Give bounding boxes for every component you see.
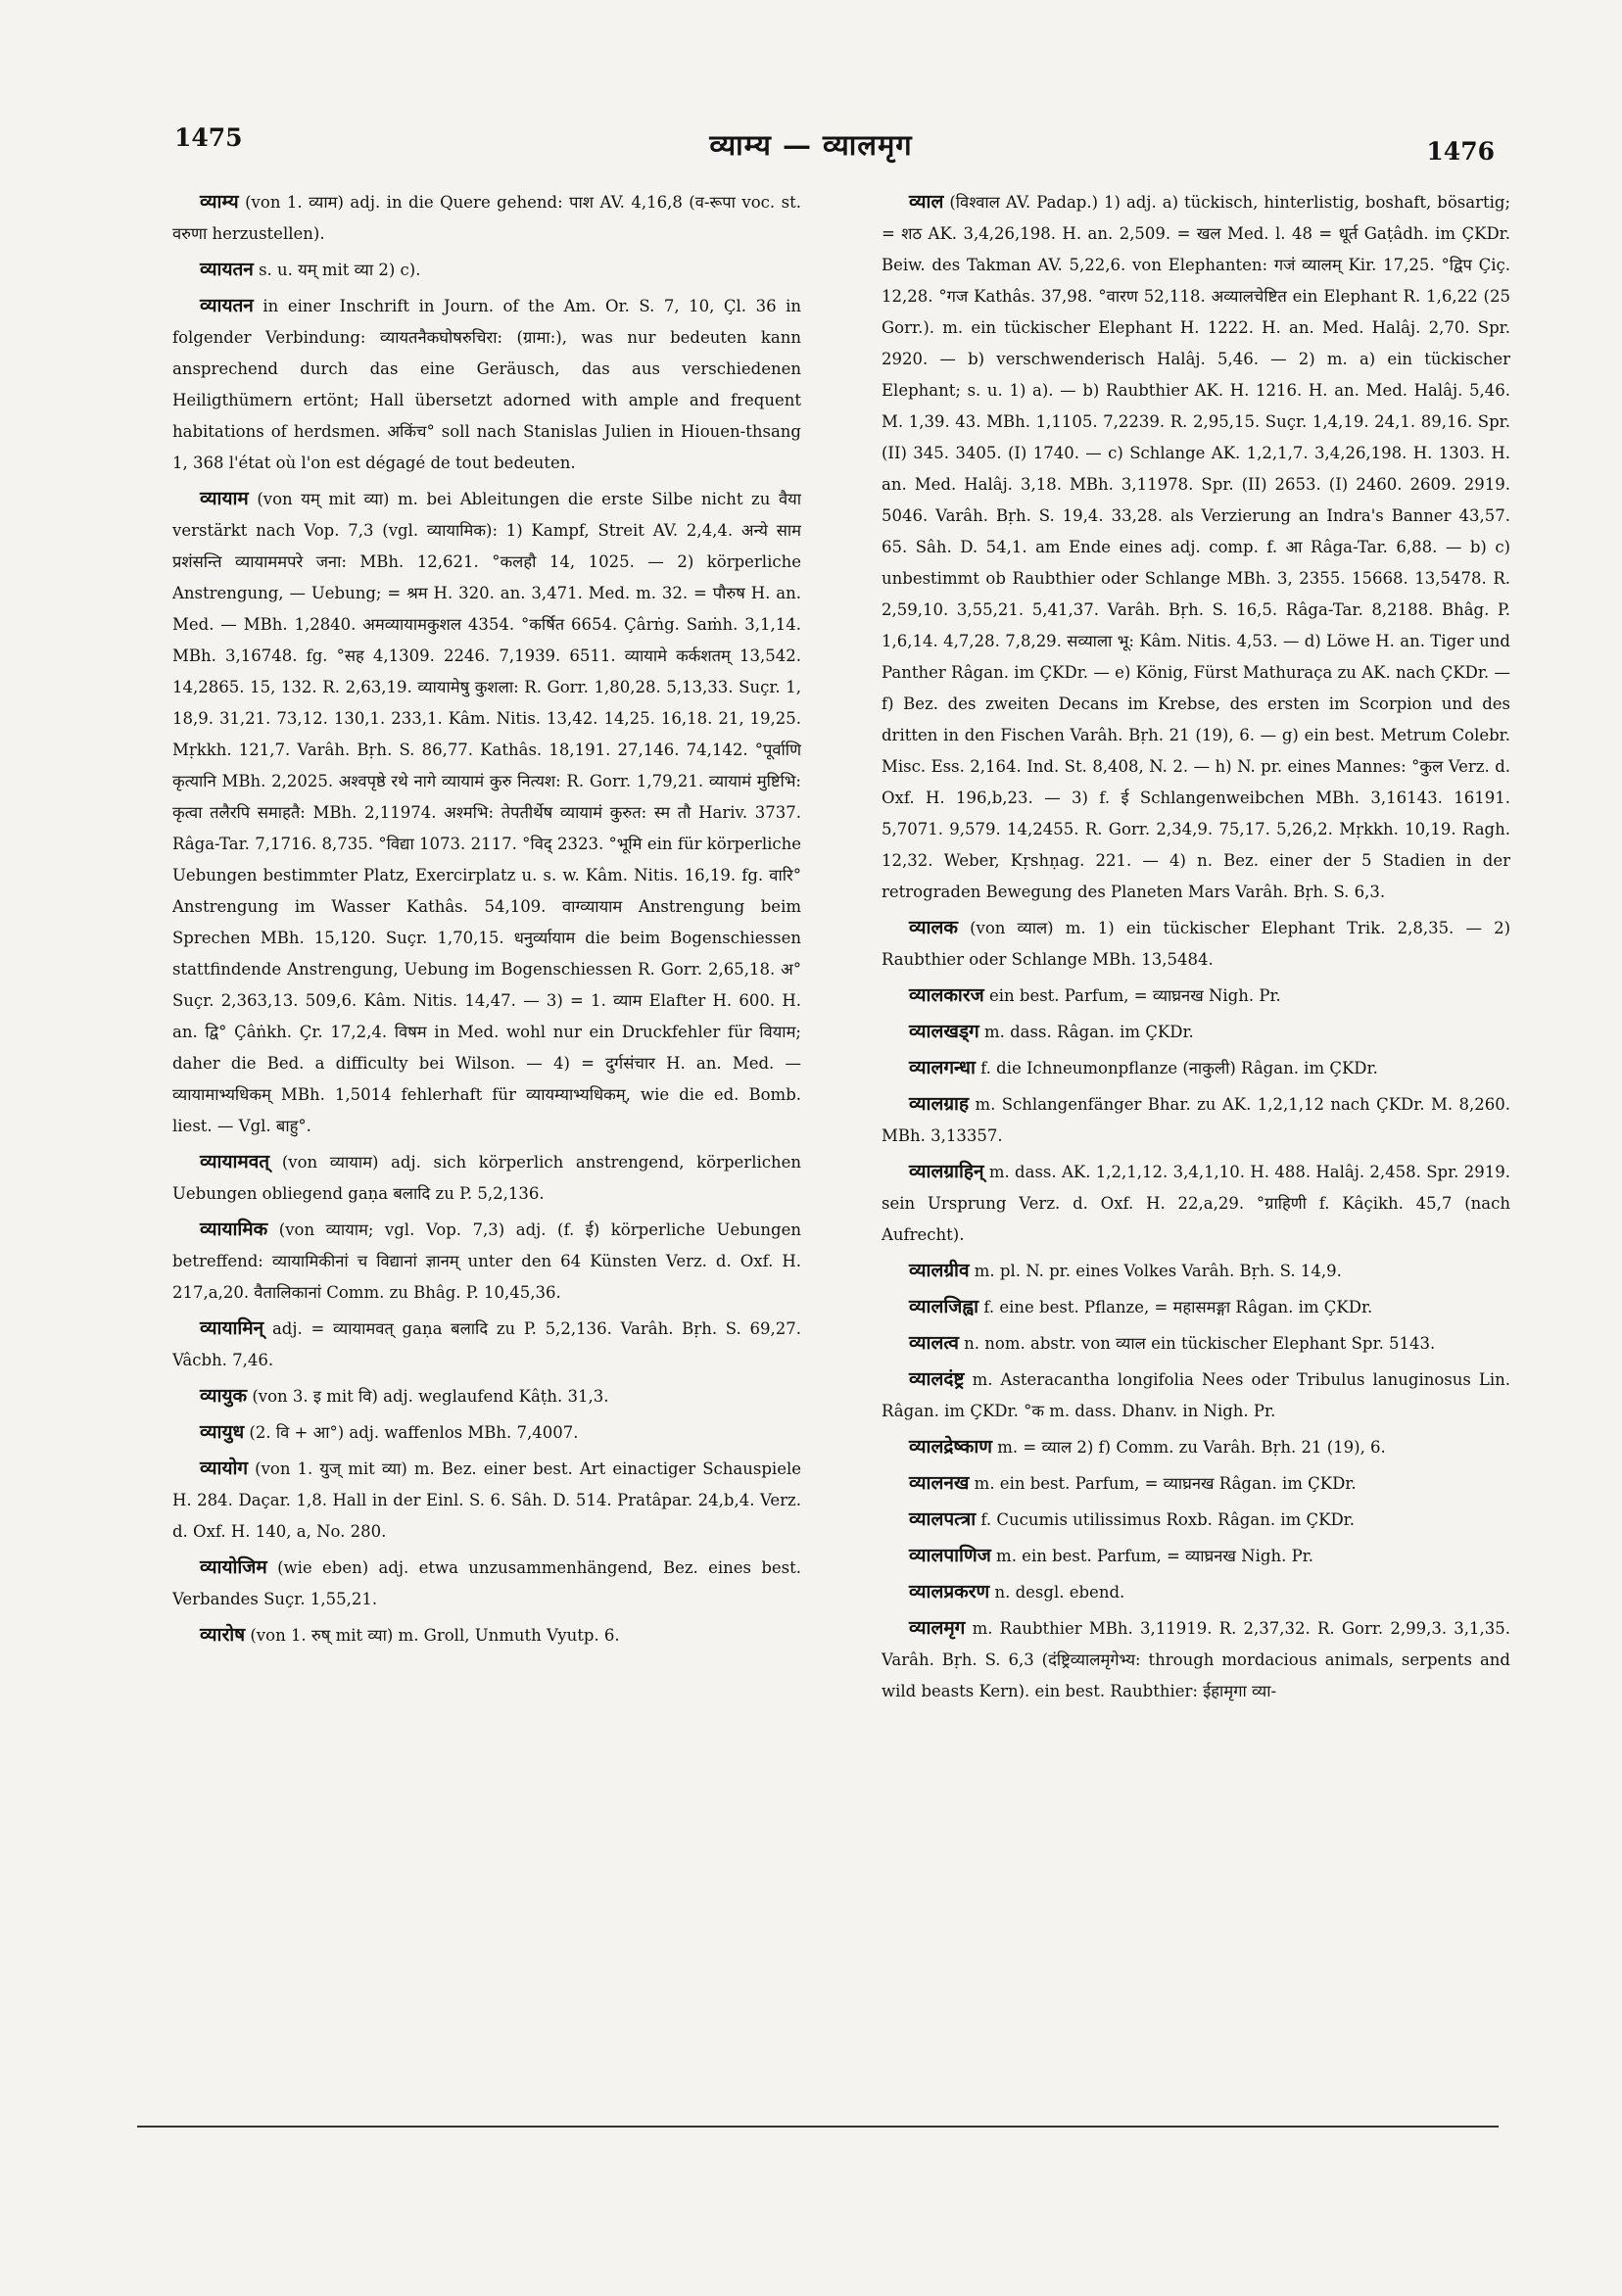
headword: व्याम्य bbox=[200, 191, 239, 213]
headword: व्यायतन bbox=[200, 295, 254, 316]
headword: व्यायुध bbox=[200, 1421, 245, 1443]
entry-text: m. dass. Râgan. im ÇKDr. bbox=[983, 1023, 1194, 1041]
dictionary-entry bbox=[882, 1291, 1510, 1323]
dictionary-entry bbox=[882, 912, 1510, 976]
dictionary-entry bbox=[882, 1467, 1510, 1500]
entry-text: (2. वि + आ°) adj. waffenlos MBh. 7,4007. bbox=[249, 1423, 579, 1442]
headword: व्यालपत्त्रा bbox=[909, 1508, 977, 1530]
left-column bbox=[172, 186, 801, 2047]
headword: व्यायतन bbox=[200, 259, 254, 280]
dictionary-entry bbox=[882, 1156, 1510, 1251]
dictionary-entry bbox=[882, 1504, 1510, 1536]
entry-text: (wie eben) adj. etwa unzusammenhängend, Bez. eines best. Verbandes Suçr. 1,55,21. bbox=[172, 1558, 801, 1608]
dictionary-entry bbox=[172, 1453, 801, 1548]
right-column bbox=[882, 186, 1510, 2047]
entry-text: ein best. Parfum, = व्याघ्रनख Nigh. Pr. bbox=[988, 986, 1281, 1005]
entry-text: m. ein best. Parfum, = व्याघ्रनख Râgan. im ÇKDr. bbox=[974, 1474, 1357, 1493]
dictionary-entry bbox=[882, 1327, 1510, 1360]
headword: व्यायुक bbox=[200, 1385, 248, 1407]
entry-text: (von 1. रुष् mit व्या) m. Groll, Unmuth Vyutp. 6. bbox=[250, 1626, 620, 1645]
headword: व्यालपाणिज bbox=[909, 1545, 991, 1566]
headword: व्यालत्व bbox=[909, 1332, 959, 1354]
running-head: व्याम्य — व्यालमृग bbox=[709, 128, 913, 162]
dictionary-entry bbox=[172, 254, 801, 286]
entry-text: in einer Inschrift in Journ. of the Am. Or. S. 7, 10, Çl. 36 in folgender Verbindung: व्यायतनैकघोषरुचिरा: (ग्रामा:), was nur bedeuten kann ansprechend durch das eine Geräusch, das aus verschiedenen Heiligthümern ertönt; Hall übersetzt adorned with ample and frequent habitations of herdsmen. अकिंच° soll nach Stanislas Julien in Hiouen-thsang 1, 368 l'état où l'on est dégagé de tout bedeuten. bbox=[172, 297, 801, 472]
dictionary-entry bbox=[172, 1619, 801, 1651]
headword: व्यालकारज bbox=[909, 984, 984, 1006]
headword: व्यालद्रेष्काण bbox=[909, 1436, 992, 1458]
dictionary-entry bbox=[882, 1088, 1510, 1152]
entry-text: m. ein best. Parfum, = व्याघ्रनख Nigh. Pr. bbox=[996, 1547, 1313, 1565]
entry-text: m. pl. N. pr. eines Volkes Varâh. Bṛh. S. 14,9. bbox=[974, 1262, 1342, 1280]
entry-text: (von व्यायाम) adj. sich körperlich anstrengend, körperlichen Uebungen obliegend gaṇa बलादि zu P. 5,2,136. bbox=[172, 1153, 801, 1203]
entry-text: adj. = व्यायामवत् gaṇa बलादि zu P. 5,2,136. Varâh. Bṛh. S. 69,27. Vâcbh. 7,46. bbox=[172, 1319, 801, 1369]
entry-text: m. Schlangenfänger Bhar. zu AK. 1,2,1,12 nach ÇKDr. M. 8,260. MBh. 3,13357. bbox=[882, 1095, 1510, 1145]
entry-text: f. eine best. Pflanze, = महासमङ्गा Râgan. im ÇKDr. bbox=[983, 1298, 1373, 1316]
headword: व्यायोजिम bbox=[200, 1556, 267, 1578]
headword: व्यालप्रकरण bbox=[909, 1581, 990, 1602]
page-header bbox=[0, 0, 1622, 186]
headword: व्यालग्राहिन् bbox=[909, 1161, 984, 1182]
entry-text: m. dass. AK. 1,2,1,12. 3,4,1,10. H. 488. Halâj. 2,458. Spr. 2919. sein Ursprung Verz. d. Oxf. H. 22,a,29. °ग्राहिणी f. Kâçikh. 45,7 (nach Aufrecht). bbox=[882, 1163, 1510, 1244]
entry-text: (von व्याल) m. 1) ein tückischer Elephant Trik. 2,8,35. — 2) Raubthier oder Schlange MBh. 13,5484. bbox=[882, 919, 1510, 969]
dictionary-entry bbox=[882, 1016, 1510, 1048]
entry-text: (von व्यायाम; vgl. Vop. 7,3) adj. (f. ई) körperliche Uebungen betreffend: व्यायामिकीनां च विद्यानां ज्ञानम् unter den 64 Künsten Verz. d. Oxf. H. 217,a,20. वैतालिकानां Comm. zu Bhâg. P. 10,45,36. bbox=[172, 1220, 801, 1302]
entry-text: n. nom. abstr. von व्याल ein tückischer Elephant Spr. 5143. bbox=[964, 1334, 1436, 1353]
entry-text: (von 1. युज् mit व्या) m. Bez. einer best. Art einactiger Schauspiele H. 284. Daçar. 1,8. Hall in der Einl. S. 6. Sâh. D. 514. Pratâpar. 24,b,4. Verz. d. Oxf. H. 140, a, No. 280. bbox=[172, 1459, 801, 1541]
dictionary-entry bbox=[882, 1255, 1510, 1287]
dictionary-entry bbox=[172, 186, 801, 250]
headword: व्यायाम bbox=[200, 488, 249, 509]
dictionary-entry bbox=[172, 1313, 801, 1376]
headword: व्यायामिन् bbox=[200, 1317, 264, 1339]
headword: व्यायोग bbox=[200, 1458, 249, 1479]
entry-text: m. Asteracantha longifolia Nees oder Tribulus lanuginosus Lin. Râgan. im ÇKDr. °क m. dass. Dhanv. in Nigh. Pr. bbox=[882, 1370, 1510, 1420]
dictionary-entry bbox=[172, 483, 801, 1142]
page-number-left: 1475 bbox=[174, 123, 243, 152]
dictionary-entry bbox=[172, 1214, 801, 1309]
headword: व्यालजिह्वा bbox=[909, 1296, 979, 1317]
headword: व्यालग्रीव bbox=[909, 1260, 970, 1281]
dictionary-entry bbox=[882, 1052, 1510, 1084]
dictionary-entry bbox=[882, 1576, 1510, 1608]
dictionary-entry bbox=[882, 1540, 1510, 1572]
headword: व्यालग्राह bbox=[909, 1093, 970, 1115]
dictionary-entry bbox=[882, 1431, 1510, 1463]
entry-text: n. desgl. ebend. bbox=[994, 1583, 1125, 1602]
entry-text: m. = व्याल 2) f) Comm. zu Varâh. Bṛh. 21 (19), 6. bbox=[997, 1438, 1386, 1457]
headword: व्यायामिक bbox=[200, 1219, 268, 1240]
headword: व्यालखड्ग bbox=[909, 1021, 979, 1042]
entry-text: m. Raubthier MBh. 3,11919. R. 2,37,32. R. Gorr. 2,99,3. 3,1,35. Varâh. Bṛh. S. 6,3 (दंष्ट्रिव्यालमृगेभ्य: through mordacious animals, serpents and wild beasts Kern). ein best. Raubthier: ईहामृगा व्या- bbox=[882, 1619, 1510, 1700]
page-number-right: 1476 bbox=[1426, 137, 1495, 166]
entry-text: (विश्वाल AV. Padap.) 1) adj. a) tückisch, hinterlistig, boshaft, bösartig; = शठ AK. 3,4,26,198. H. an. 2,509. = खल Med. l. 48 = धूर्त Gaṭâdh. im ÇKDr. Beiw. des Takman AV. 5,22,6. von Elephanten: गजं व्यालम् Kir. 17,25. °द्विप Çiç. 12,28. °गज Kathâs. 37,98. °वारण 52,118. अव्यालचेष्टित ein Elephant R. 1,6,22 (25 Gorr.). m. ein tückischer Elephant H. 1222. H. an. Med. Halâj. 2,70. Spr. 2920. — b) verschwenderisch Halâj. 5,46. — 2) m. a) ein tückischer Elephant; s. u. 1) a). — b) Raubthier AK. H. 1216. H. an. Med. Halâj. 5,46. M. 1,39. 43. MBh. 1,1105. 7,2239. R. 2,95,15. Suçr. 1,4,19. 24,1. 89,16. Spr. (II) 345. 3405. (I) 1740. — c) Schlange AK. 1,2,1,7. 3,4,26,198. H. 1303. H. an. Med. Halâj. 3,18. MBh. 3,11978. Spr. (II) 2653. (I) 2460. 2609. 2919. 5046. Varâh. Bṛh. S. 19,4. 33,28. als Verzierung an Indra's Banner 43,57. 65. Sâh. D. 54,1. am Ende eines adj. comp. f. आ Râga-Tar. 6,88. — b) c) unbestimmt ob Raubthier oder Schlange MBh. 3, 2355. 15668. 13,5478. R. 2,59,10. 3,55,21. 5,41,37. Varâh. Bṛh. S. 16,5. Râga-Tar. 8,2188. Bhâg. P. 1,6,14. 4,7,28. 7,8,29. सव्याला भू: Kâm. Nitis. 4,53. — d) Löwe H. an. Tiger und Panther Râgan. im ÇKDr. — e) König, Fürst Mathuraça zu AK. nach ÇKDr. — f) Bez. des zweiten Decans im Krebse, des ersten im Scorpion und des dritten in den Fischen Varâh. Bṛh. 21 (19), 6. — g) ein best. Metrum Colebr. Misc. Ess. 2,164. Ind. St. 8,408, N. 2. — h) N. pr. eines Mannes: °कुल Verz. d. Oxf. H. 196,b,23. — 3) f. ई Schlangenweibchen MBh. 3,16143. 16191. 5,7071. 9,579. 14,2455. R. Gorr. 2,34,9. 75,17. 5,26,2. Mṛkkh. 10,19. Ragh. 12,32. Weber, Kṛshṇag. 221. — 4) n. Bez. einer der 5 Stadien in der retrograden Bewegung des Planeten Mars Varâh. Bṛh. S. 6,3. bbox=[882, 193, 1510, 901]
entry-text: (von 1. व्याम) adj. in die Quere gehend: पाश AV. 4,16,8 (व-रूपा voc. st. वरुणा herzustellen). bbox=[172, 193, 801, 243]
dictionary-entry bbox=[882, 1612, 1510, 1707]
dictionary-entry bbox=[882, 980, 1510, 1012]
headword: व्यालगन्धा bbox=[909, 1057, 976, 1078]
headword: व्यालक bbox=[909, 917, 958, 938]
dictionary-entry bbox=[172, 1552, 801, 1615]
headword: व्यारोष bbox=[200, 1624, 246, 1646]
dictionary-entry bbox=[882, 186, 1510, 908]
dictionary-entry bbox=[882, 1363, 1510, 1427]
bottom-rule bbox=[137, 2126, 1499, 2128]
entry-text: s. u. यम् mit व्या 2) c). bbox=[259, 261, 421, 279]
entry-text: f. Cucumis utilissimus Roxb. Râgan. im ÇKDr. bbox=[980, 1510, 1355, 1529]
dictionary-entry bbox=[172, 1380, 801, 1412]
headword: व्याल bbox=[909, 191, 944, 213]
dictionary-entry bbox=[172, 1146, 801, 1210]
headword: व्यालनख bbox=[909, 1472, 970, 1494]
headword: व्यायामवत् bbox=[200, 1151, 270, 1172]
entry-text: (von 3. इ mit वि) adj. weglaufend Kâṭh. 31,3. bbox=[252, 1387, 609, 1406]
dictionary-entry bbox=[172, 1416, 801, 1449]
headword: व्यालदंष्ट्र bbox=[909, 1368, 965, 1390]
headword: व्यालमृग bbox=[909, 1617, 966, 1639]
entry-text: f. die Ichneumonpflanze (नाकुली) Râgan. im ÇKDr. bbox=[980, 1059, 1378, 1077]
entry-text: (von यम् mit व्या) m. bei Ableitungen die erste Silbe nicht zu वैया verstärkt nach Vop. 7,3 (vgl. व्यायामिक): 1) Kampf, Streit AV. 2,4,4. अन्ये साम प्रशंसन्ति व्यायाममपरे जना: MBh. 12,621. °कलहौ 14, 1025. — 2) körperliche Anstrengung, — Uebung; = श्रम H. 320. an. 3,471. Med. m. 32. = पौरुष H. an. Med. — MBh. 1,2840. अमव्यायामकुशल 4354. °कर्षित 6654. Çârṅg. Saṁh. 3,1,14. MBh. 3,16748. fg. °सह 4,1309. 2246. 7,1939. 6511. व्यायामे कर्कशतम् 13,542. 14,2865. 15, 132. R. 2,63,19. व्यायामेषु कुशला: R. Gorr. 1,80,28. 5,13,33. Suçr. 1, 18,9. 31,21. 73,12. 130,1. 233,1. Kâm. Nitis. 13,42. 14,25. 16,18. 21, 19,25. Mṛkkh. 121,7. Varâh. Bṛh. S. 86,77. Kathâs. 18,191. 27,146. 74,142. °पूर्वाणि कृत्यानि MBh. 2,2025. अश्वपृष्ठे रथे नागे व्यायामं कुरु नित्यश: R. Gorr. 1,79,21. व्यायामं मुष्टिभि: कृत्वा तलैरपि समाहतै: MBh. 2,11974. अश्मभि: तेपतीर्थेष व्यायामं कुरुत: स्म तौ Hariv. 3737. Râga-Tar. 7,1716. 8,735. °विद्या 1073. 2117. °विद् 2323. °भूमि ein für körperliche Uebungen bestimmter Platz, Exercirplatz u. s. w. Kâm. Nitis. 16,19. fg. वारि° Anstrengung im Wasser Kathâs. 54,109. वाग्व्यायाम Anstrengung beim Sprechen MBh. 15,120. Suçr. 1,70,15. धनुर्व्यायाम die beim Bogenschiessen stattfindende Anstrengung, Uebung im Bogenschiessen R. Gorr. 2,65,18. अ° Suçr. 2,363,13. 509,6. Kâm. Nitis. 14,47. — 3) = 1. व्याम Elafter H. 600. H. an. द्वि° Çâṅkh. Çr. 17,2,4. विषम in Med. wohl nur ein Druckfehler für वियाम; daher die Bed. a difficulty bei Wilson. — 4) = दुर्गसंचार H. an. Med. — व्यायामाभ्यधिकम् MBh. 1,5014 fehlerhaft für व्यायम्याभ्यधिकम्, wie die ed. Bomb. liest. — Vgl. बाहु°. bbox=[172, 490, 801, 1135]
dictionary-entry bbox=[172, 290, 801, 479]
